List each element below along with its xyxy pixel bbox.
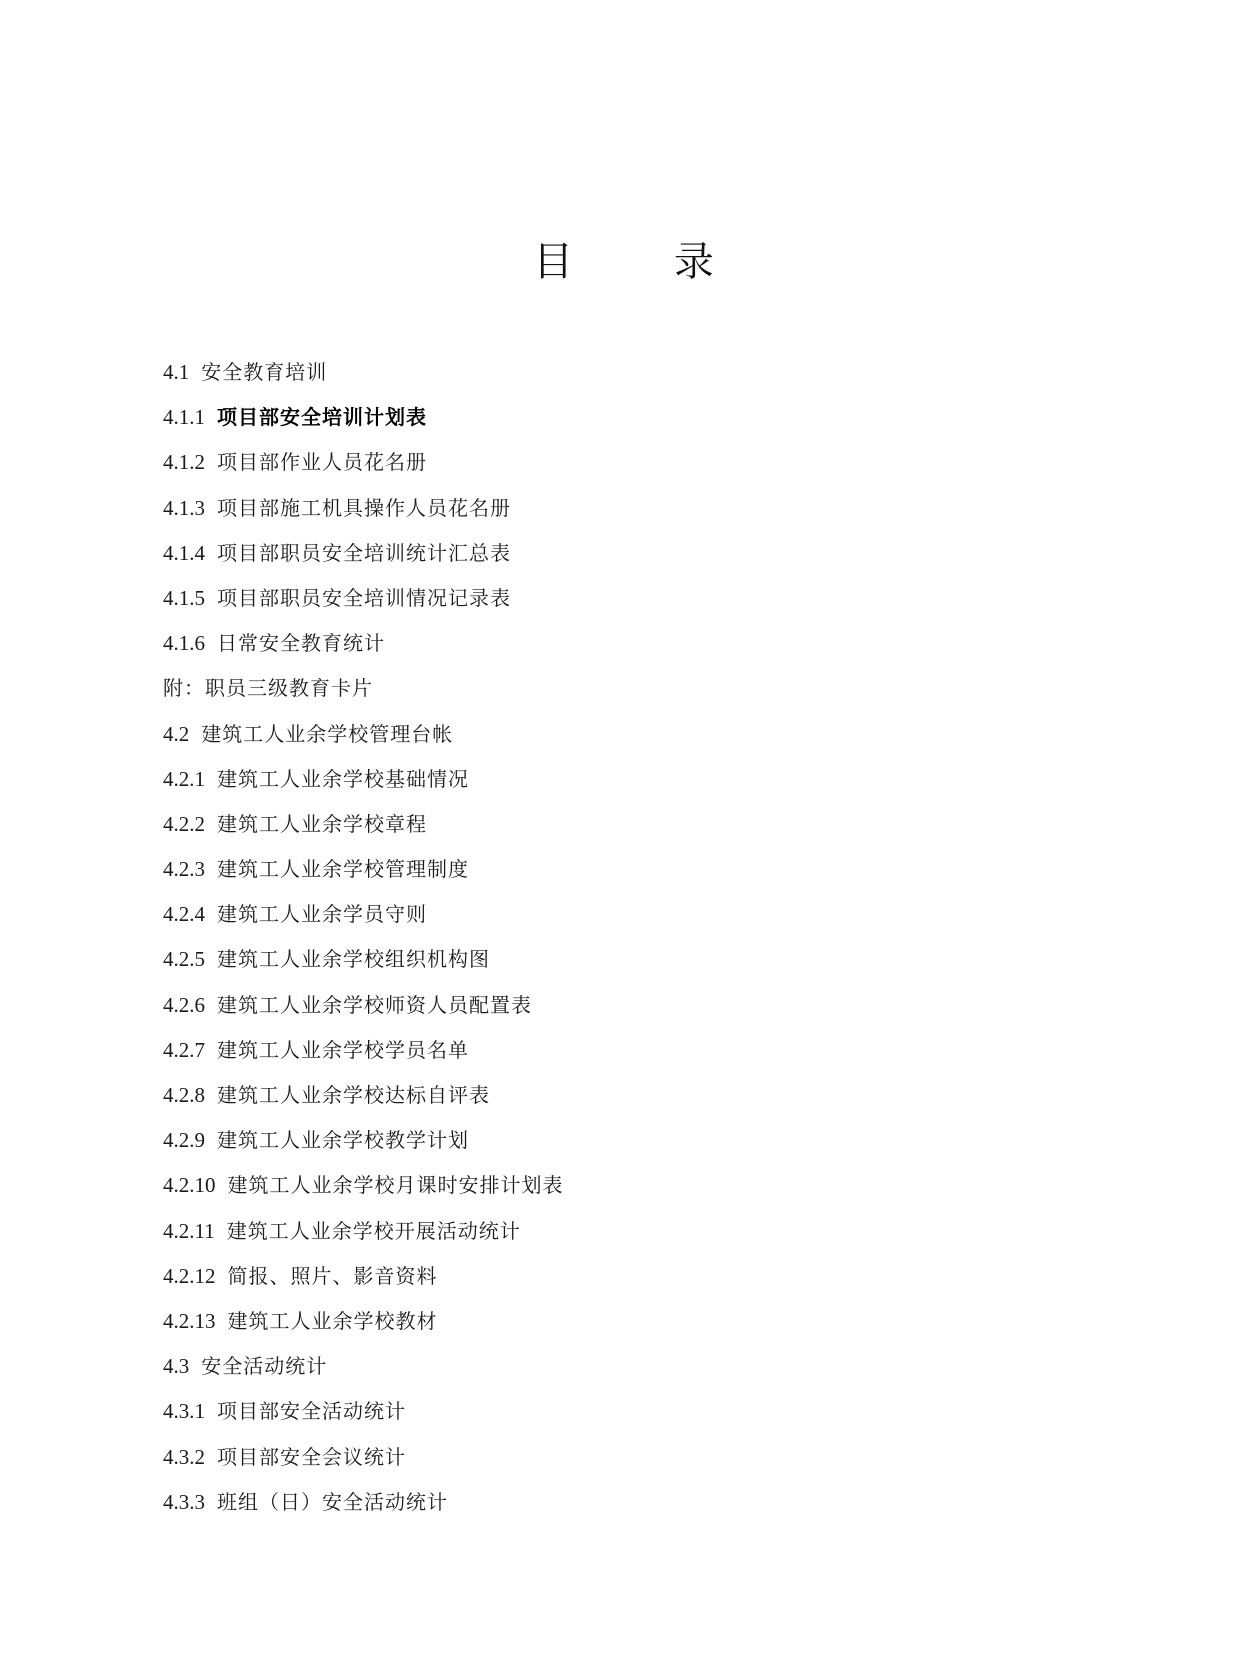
toc-entry: [163, 1490, 1063, 1535]
toc-entry-number: 4.2.1: [163, 766, 205, 791]
toc-entry-number: 4.2.3: [163, 857, 205, 882]
toc-entry-number: 4.2: [163, 721, 190, 746]
toc-entry: [163, 947, 1063, 992]
toc-entry-number: 4.2.11: [163, 1218, 215, 1243]
toc-entry-text: 建筑工人业余学校达标自评表: [217, 1083, 490, 1107]
toc-entry-number: 4.1.6: [163, 631, 205, 656]
toc-entry: [163, 496, 1063, 541]
toc-entry-text: 日常安全教育统计: [217, 631, 385, 656]
toc-entry-text: 建筑工人业余学校学员名单: [217, 1037, 469, 1062]
toc-entry-text: 附：职员三级教育卡片: [163, 676, 373, 701]
toc-entry-number: 4.1: [163, 360, 190, 384]
toc-entry: [163, 586, 1063, 631]
toc-entry-number: 4.3: [163, 1354, 190, 1379]
toc-entry-text: 建筑工人业余学校教学计划: [217, 1128, 469, 1153]
toc-entry-number: 4.1.5: [163, 585, 205, 610]
toc-entry-number: 4.2.5: [163, 947, 205, 972]
toc-entry-text: 建筑工人业余学校教材: [227, 1308, 438, 1333]
toc-entry: [163, 1399, 1063, 1444]
toc-entry-number: 4.3.2: [163, 1444, 205, 1469]
toc-entry-text: 项目部职员安全培训统计汇总表: [217, 540, 511, 565]
table-of-contents: [163, 360, 1063, 1535]
toc-entry: [163, 722, 1063, 767]
toc-entry: [163, 541, 1063, 586]
toc-entry-number: 4.1.3: [163, 495, 205, 520]
toc-entry-number: 4.3.1: [163, 1399, 205, 1424]
toc-entry-number: 4.1.1: [163, 405, 205, 430]
page-title: 目 录: [533, 239, 758, 285]
toc-entry: [163, 1173, 1063, 1218]
toc-entry-text: 项目部安全活动统计: [217, 1399, 406, 1424]
toc-entry: [163, 1219, 1063, 1264]
toc-entry-text: 项目部作业人员花名册: [217, 450, 427, 475]
toc-entry: [163, 1354, 1063, 1399]
toc-entry-number: 4.2.12: [163, 1263, 216, 1288]
toc-entry: [163, 993, 1063, 1038]
toc-entry-number: 4.2.8: [163, 1083, 205, 1107]
toc-entry: [163, 1445, 1063, 1490]
toc-entry-text: 建筑工人业余学校开展活动统计: [226, 1218, 521, 1243]
toc-entry-number: 4.1.4: [163, 540, 205, 565]
toc-entry: [163, 360, 1063, 405]
toc-entry-number: 4.2.9: [163, 1128, 205, 1153]
toc-entry-number: 4.1.2: [163, 450, 205, 475]
toc-entry: [163, 767, 1063, 812]
toc-entry-text: 建筑工人业余学校基础情况: [217, 766, 469, 791]
toc-entry: [163, 1083, 1063, 1128]
toc-entry: [163, 1309, 1063, 1354]
toc-entry-text: 建筑工人业余学校管理台帐: [201, 721, 454, 746]
toc-entry: [163, 1038, 1063, 1083]
toc-entry-text: 项目部施工机具操作人员花名册: [217, 495, 511, 520]
toc-entry-number: 4.2.6: [163, 992, 205, 1017]
toc-entry: [163, 1128, 1063, 1173]
toc-entry-number: 4.3.3: [163, 1489, 205, 1514]
toc-entry-text: 简报、照片、影音资料: [227, 1263, 438, 1288]
toc-entry: [163, 676, 1063, 721]
toc-entry-text: 建筑工人业余学员守则: [217, 902, 427, 927]
toc-entry-number: 4.2.4: [163, 902, 205, 927]
toc-entry-text: 安全活动统计: [201, 1354, 328, 1379]
toc-entry-number: 4.2.7: [163, 1037, 205, 1062]
toc-entry-number: 4.2.13: [163, 1308, 216, 1333]
toc-entry: [163, 1264, 1063, 1309]
toc-entry-text: 建筑工人业余学校组织机构图: [217, 947, 490, 972]
toc-entry-text: 建筑工人业余学校月课时安排计划表: [227, 1173, 564, 1198]
toc-entry: [163, 631, 1063, 676]
toc-entry-text: 建筑工人业余学校管理制度: [217, 857, 469, 882]
toc-entry: [163, 902, 1063, 947]
toc-entry: [163, 450, 1063, 495]
toc-entry: [163, 857, 1063, 902]
toc-entry-text: 安全教育培训: [201, 360, 328, 384]
toc-entry: [163, 405, 1063, 450]
toc-entry-text: 建筑工人业余学校章程: [217, 811, 427, 836]
toc-entry-text: 项目部安全会议统计: [217, 1444, 406, 1469]
toc-entry-text: 项目部职员安全培训情况记录表: [217, 585, 511, 610]
toc-entry-text: 建筑工人业余学校师资人员配置表: [217, 992, 532, 1017]
toc-entry: [163, 812, 1063, 857]
toc-entry-text: 班组（日）安全活动统计: [217, 1489, 448, 1514]
toc-entry-number: 4.2.2: [163, 811, 205, 836]
toc-entry-text: 项目部安全培训计划表: [217, 405, 427, 430]
toc-entry-number: 4.2.10: [163, 1173, 216, 1198]
